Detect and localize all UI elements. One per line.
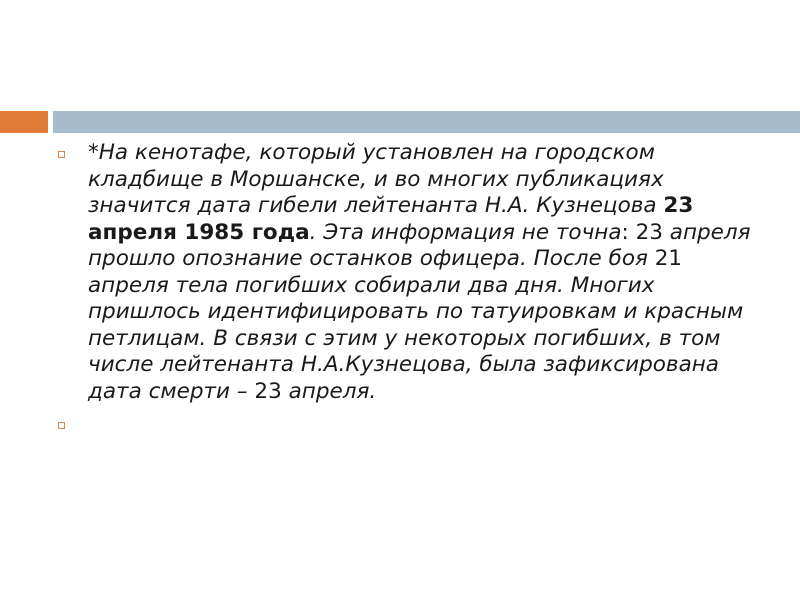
number-segment: 21 <box>654 246 683 271</box>
accent-bar <box>0 111 48 133</box>
square-bullet-icon <box>58 422 65 429</box>
text-segment: *На кенотафе, который установлен на городском кладбище в Моршанске, и во многих публикациях значится дата гибели лейтенанта Н.А. Кузнецова <box>88 140 664 218</box>
title-bar <box>53 111 800 133</box>
bullet-item-1 <box>58 140 768 405</box>
bullet-text-1 <box>88 140 751 404</box>
text-segment: апреля прошло опознание останков офицера. После боя <box>88 219 751 271</box>
number-segment: 23 <box>254 378 282 404</box>
text-segment: . Эта информация не точна <box>309 219 622 245</box>
highlighted-date: 23 апреля 1985 года <box>88 193 694 245</box>
bullet-item-2 <box>58 411 768 437</box>
text-segment: апреля. <box>281 378 377 404</box>
bullet-list <box>58 140 768 437</box>
text-segment: апреля тела погибших собирали два дня. Многих пришлось идентифицировать по татуировкам и красным петлицам. В связи с этим у некоторых погибших, в том числе лейтенанта Н.А.Кузнецова, была зафиксирована дата смерти – <box>88 272 744 404</box>
square-bullet-icon <box>58 151 65 158</box>
number-segment: : 23 <box>621 219 663 245</box>
